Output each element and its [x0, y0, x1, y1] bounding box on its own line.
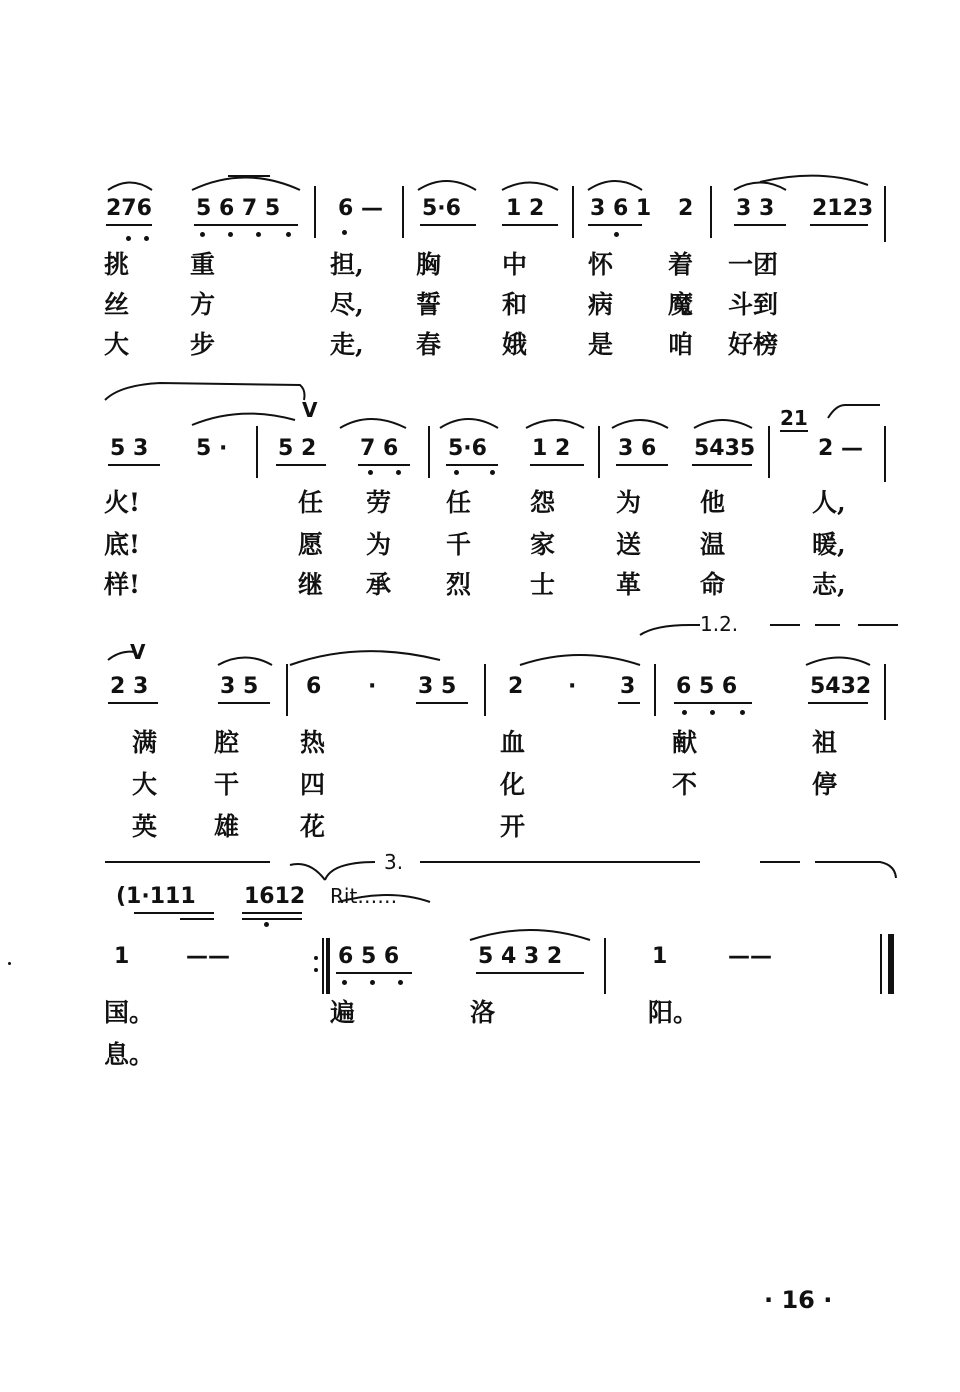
breath-mark: V: [302, 398, 318, 422]
note: 1: [114, 944, 130, 969]
lyric: 着: [668, 250, 694, 279]
barline: [484, 664, 486, 716]
lyric: 送: [616, 530, 642, 559]
low-octave-dot: [144, 236, 149, 241]
note-group: 5432: [810, 674, 872, 699]
underline: [618, 702, 640, 704]
lyric: 人,: [812, 488, 846, 517]
note-group: 3 5: [220, 674, 259, 699]
low-octave-dot: [286, 232, 291, 237]
lyric: 怨: [530, 488, 556, 517]
lyric: 任: [446, 488, 472, 517]
low-octave-dot: [256, 232, 261, 237]
lyric: 大: [104, 330, 130, 359]
note-group: 1 2: [506, 196, 545, 221]
page-number: · 16 ·: [764, 1286, 833, 1314]
lyric: 尽,: [330, 290, 364, 319]
note-group: 5·6: [422, 196, 461, 221]
lyric: 为: [616, 488, 642, 517]
underline: [502, 224, 558, 226]
lyric: 腔: [214, 728, 240, 757]
underline: [674, 702, 752, 704]
lyric: 方: [190, 290, 216, 319]
low-octave-dot: [200, 232, 205, 237]
note: 6: [306, 674, 322, 699]
lyric: 继: [298, 570, 324, 599]
lyric: 热: [300, 728, 326, 757]
low-octave-dot: [740, 710, 745, 715]
lyric: 病: [588, 290, 614, 319]
barline: [884, 426, 886, 482]
low-octave-dot: [126, 236, 131, 241]
low-octave-dot: [368, 470, 373, 475]
barline: [572, 186, 574, 238]
dot-extension: ·: [568, 674, 577, 699]
note-group: 2: [678, 196, 694, 221]
lyric: 走,: [330, 330, 364, 359]
lyric: 承: [366, 570, 392, 599]
low-octave-dot: [370, 980, 375, 985]
held-dashes: ——: [728, 944, 772, 969]
lyric: 底!: [104, 530, 140, 559]
lyric: 誓: [416, 290, 442, 319]
lyric: 春: [416, 330, 442, 359]
lyric: 干: [214, 770, 240, 799]
underline: [446, 464, 498, 466]
low-octave-dot: [614, 232, 619, 237]
dot-extension: ·: [368, 674, 377, 699]
low-octave-dot: [264, 922, 269, 927]
barline: [428, 426, 430, 478]
low-octave-dot: [398, 980, 403, 985]
underline: [476, 972, 584, 974]
lyric: 革: [616, 570, 642, 599]
note-group: 5 ·: [196, 436, 228, 461]
lyric: 步: [190, 330, 216, 359]
note-group: 3 6: [618, 436, 657, 461]
grace-notes: 21: [780, 406, 808, 430]
barline: [884, 186, 886, 242]
underline: [336, 972, 412, 974]
barline: [314, 186, 316, 238]
lyric: 温: [700, 530, 726, 559]
underline: [780, 430, 808, 432]
barline: [286, 664, 288, 716]
underline: [134, 912, 214, 914]
note-group: 5 4 3 2: [478, 944, 563, 969]
barline: [884, 664, 886, 720]
lyric: 挑: [104, 250, 130, 279]
lyric: 怀: [588, 250, 614, 279]
underline: [588, 224, 642, 226]
note-group: 2 3: [110, 674, 149, 699]
barline: [604, 938, 606, 994]
lyric: 魔: [668, 290, 694, 319]
note-group: 5435: [694, 436, 756, 461]
note: 1: [652, 944, 668, 969]
lyric: 烈: [446, 570, 472, 599]
lyric: 样!: [104, 570, 140, 599]
intro-notes: (1·111: [116, 884, 196, 909]
lyric: 命: [700, 570, 726, 599]
lyric: 愿: [298, 530, 324, 559]
underline: [358, 464, 410, 466]
note-group: 2 —: [818, 436, 863, 461]
low-octave-dot: [490, 470, 495, 475]
ritardando-mark: Rit……: [330, 884, 398, 908]
volta-label: 1.2.: [700, 612, 739, 636]
underline: [808, 702, 868, 704]
lyric: 担,: [330, 250, 364, 279]
lyric: 丝: [104, 290, 130, 319]
low-octave-dot: [710, 710, 715, 715]
barline: [598, 426, 600, 478]
breath-mark: V: [130, 640, 146, 664]
final-barline-thick: [888, 934, 894, 994]
lyric: 娥: [502, 330, 528, 359]
lyric: 他: [700, 488, 726, 517]
note-group: 7 6: [360, 436, 399, 461]
lyric: 满: [132, 728, 158, 757]
note-group: 5·6: [448, 436, 487, 461]
lyric: 四: [300, 770, 326, 799]
lyric: 好榜: [728, 330, 779, 359]
lyric: 化: [500, 770, 526, 799]
held-dashes: ——: [186, 944, 230, 969]
lyric: 暖,: [812, 530, 846, 559]
underline: [734, 224, 786, 226]
lyric: 大: [132, 770, 158, 799]
lyric: 志,: [812, 570, 846, 599]
lyric: 洛: [470, 998, 496, 1027]
lyric: 咱: [668, 330, 694, 359]
lyric: 劳: [366, 488, 392, 517]
barline: [768, 426, 770, 478]
note-group: 276: [106, 196, 152, 221]
underline: [242, 912, 302, 914]
note-group: 6 5 6: [338, 944, 400, 969]
final-barline: [880, 934, 882, 994]
intro-notes: 1612: [244, 884, 306, 909]
underline: [416, 702, 468, 704]
lyric: 血: [500, 728, 526, 757]
repeat-dot: [314, 968, 318, 972]
underline: [420, 224, 476, 226]
underline: [616, 464, 668, 466]
repeat-barline: [322, 938, 324, 994]
underline: [242, 918, 302, 920]
underline: [692, 464, 752, 466]
lyric: 阳。: [648, 998, 699, 1027]
lyric: 士: [530, 570, 556, 599]
lyric: 和: [502, 290, 528, 319]
low-octave-dot: [396, 470, 401, 475]
note-group: 5 3: [110, 436, 149, 461]
lyric: 是: [588, 330, 614, 359]
lyric: 斗到: [728, 290, 779, 319]
low-octave-dot: [228, 232, 233, 237]
lyric: 献: [672, 728, 698, 757]
lyric: 祖: [812, 728, 838, 757]
lyric: 家: [530, 530, 556, 559]
lyric: 为: [366, 530, 392, 559]
underline: [530, 464, 584, 466]
lyric: 重: [190, 250, 216, 279]
note-group: 2123: [812, 196, 874, 221]
lyric: 不: [672, 770, 698, 799]
note-group: 1 2: [532, 436, 571, 461]
low-octave-dot: [682, 710, 687, 715]
note-group: 3 5: [418, 674, 457, 699]
barline: [654, 664, 656, 716]
note-group: 5 2: [278, 436, 317, 461]
lyric: 息。: [104, 1040, 155, 1069]
underline: [180, 918, 214, 920]
note-group: 5 6 7 5: [196, 196, 281, 221]
lyric: 停: [812, 770, 838, 799]
repeat-dot: [314, 956, 318, 960]
note: 2: [508, 674, 524, 699]
lyric: 千: [446, 530, 472, 559]
note-group: 3 6 1: [590, 196, 652, 221]
lyric: 雄: [214, 812, 240, 841]
lyric: 花: [300, 812, 326, 841]
note-group: 3 3: [736, 196, 775, 221]
note-group: 6 —: [338, 196, 383, 221]
barline: [710, 186, 712, 238]
underline: [108, 702, 158, 704]
underline: [218, 702, 270, 704]
volta-label: 3.: [384, 850, 404, 874]
underline: [810, 224, 868, 226]
lyric: 开: [500, 812, 526, 841]
lyric: 英: [132, 812, 158, 841]
repeat-barline-thick: [326, 938, 330, 994]
low-octave-dot: [454, 470, 459, 475]
note: 3: [620, 674, 636, 699]
lyric: 一团: [728, 250, 779, 279]
barline: [402, 186, 404, 238]
scan-speck: [8, 962, 11, 965]
barline: [256, 426, 258, 478]
underline: [106, 224, 152, 226]
underline: [276, 464, 326, 466]
lyric: 任: [298, 488, 324, 517]
lyric: 胸: [416, 250, 442, 279]
lyric: 火!: [104, 488, 140, 517]
lyric: 中: [502, 250, 528, 279]
underline: [108, 464, 160, 466]
low-octave-dot: [342, 980, 347, 985]
lyric: 国。: [104, 998, 155, 1027]
underline: [194, 224, 298, 226]
lyric: 遍: [330, 998, 356, 1027]
low-octave-dot: [342, 230, 347, 235]
note-group: 6 5 6: [676, 674, 738, 699]
